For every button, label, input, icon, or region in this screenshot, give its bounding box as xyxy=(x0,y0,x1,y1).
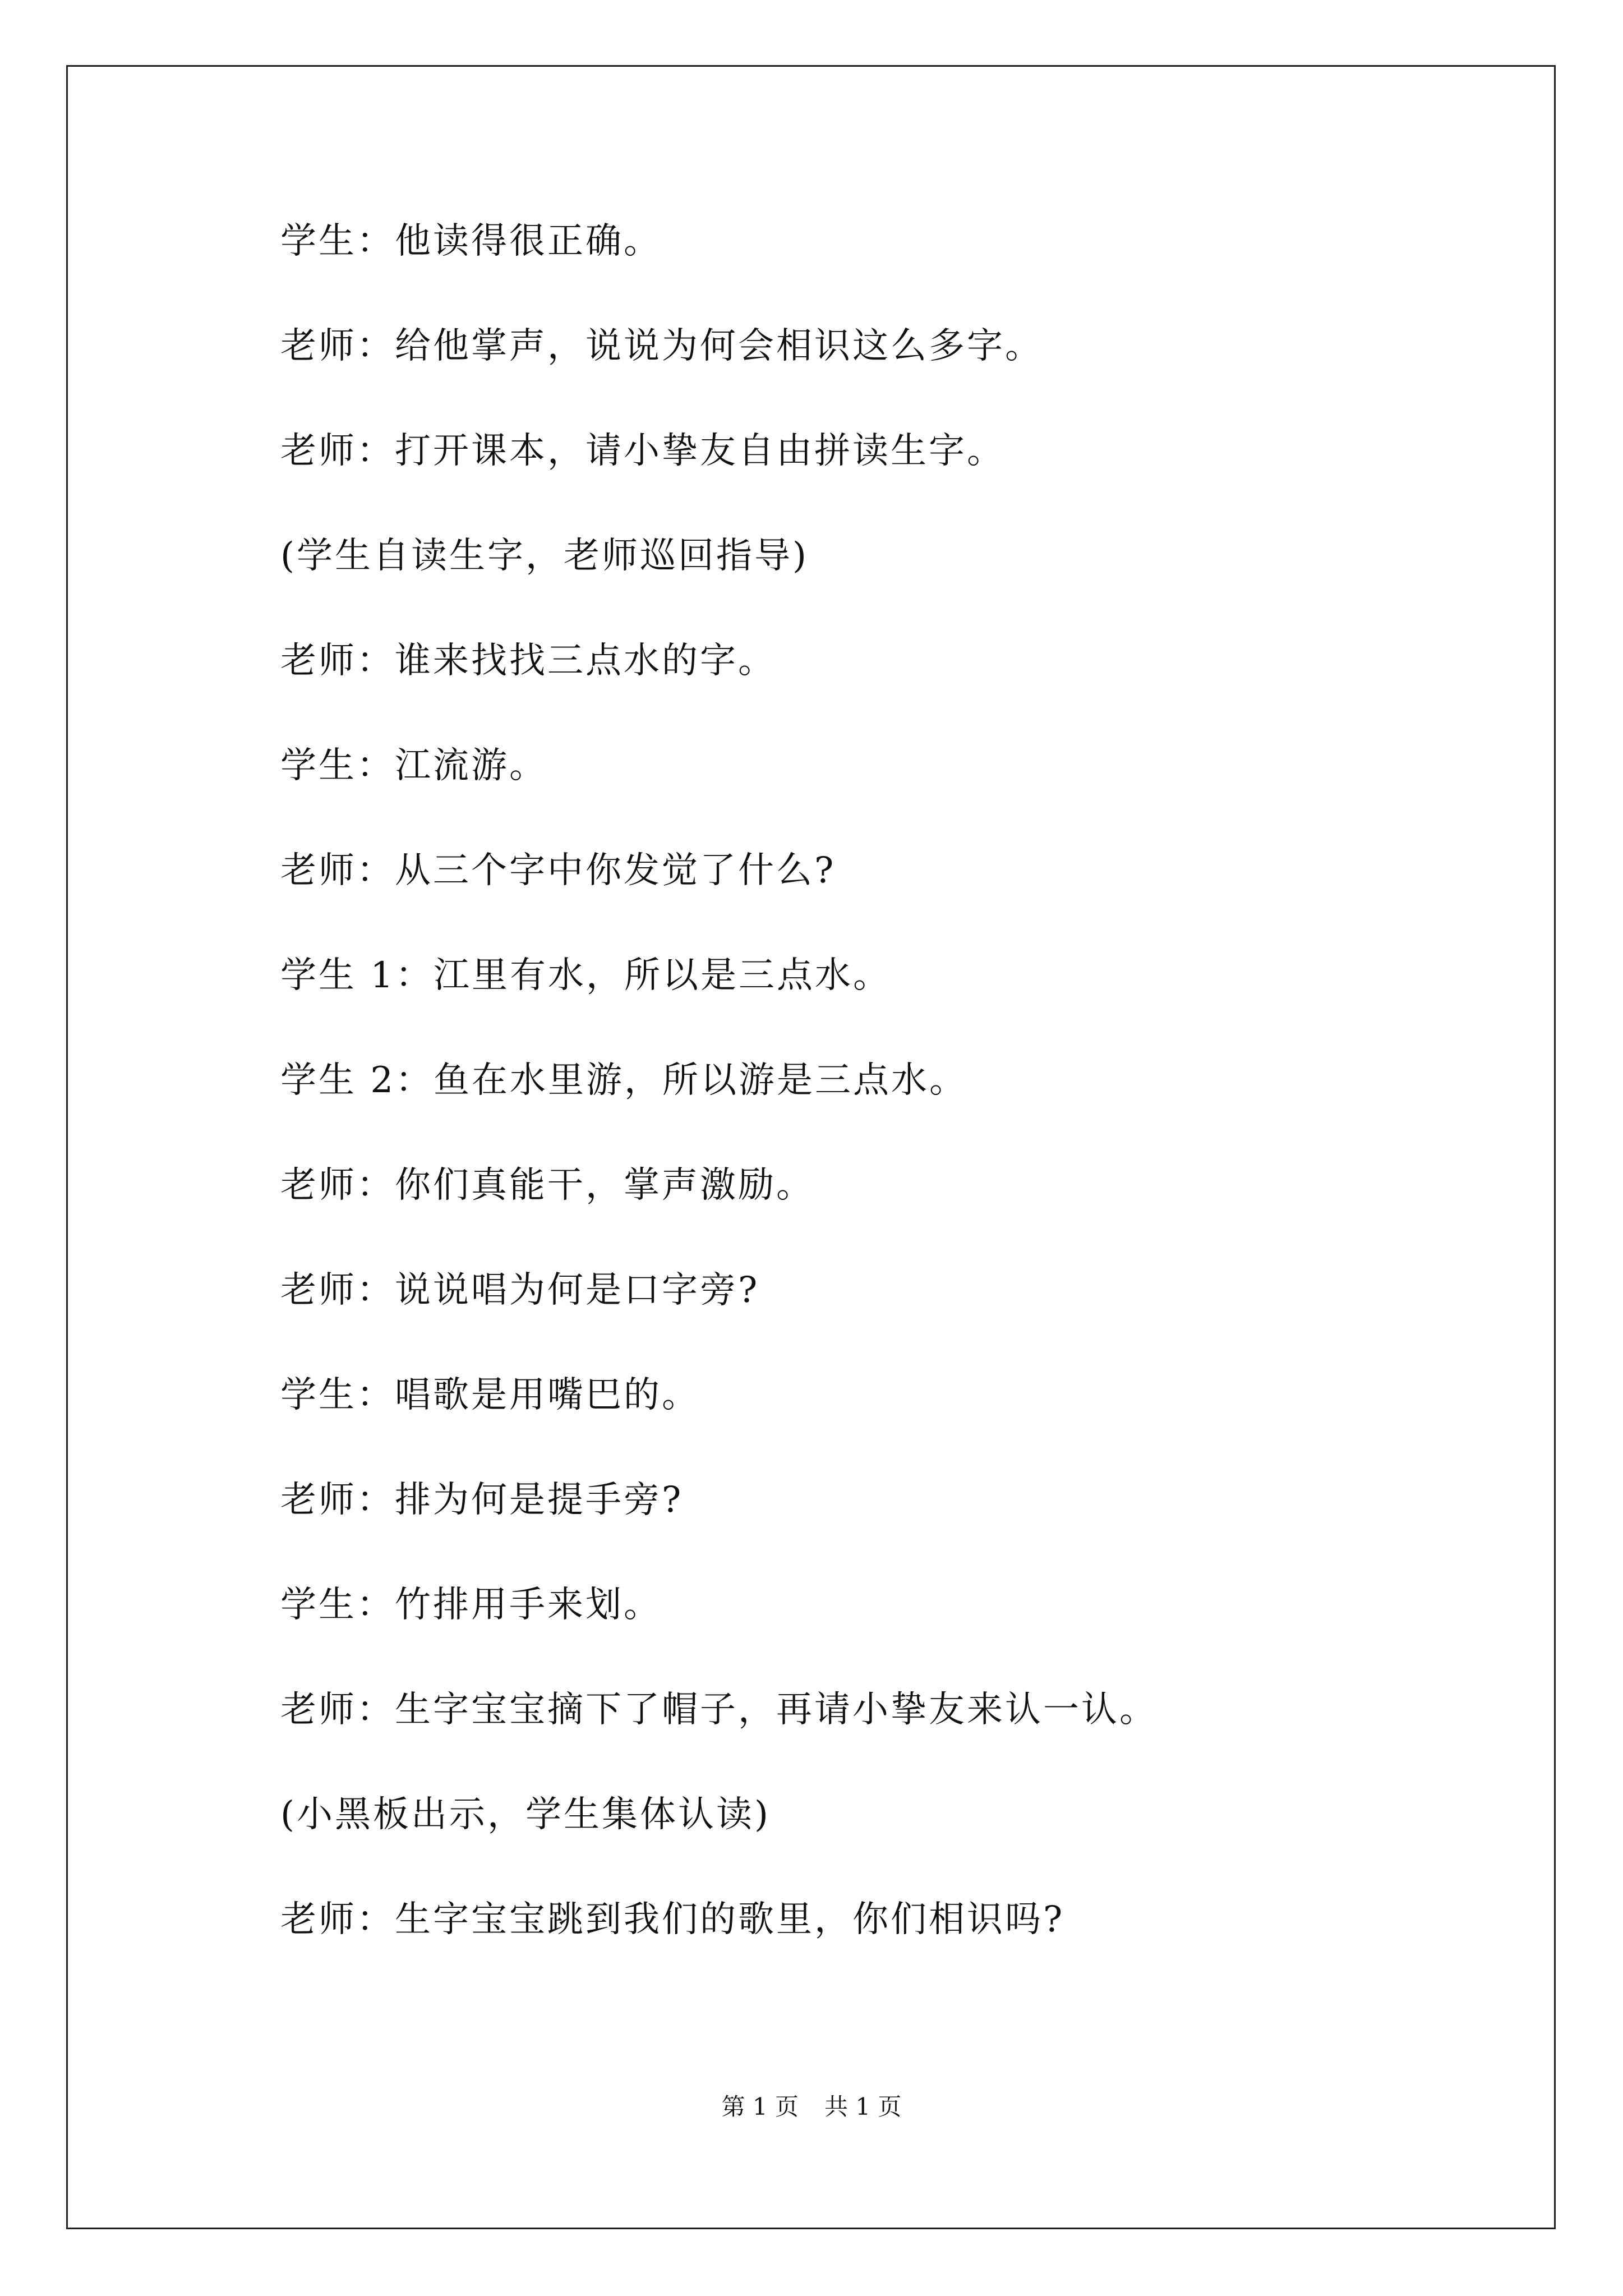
dialogue-line: 老师：说说唱为何是口字旁? xyxy=(280,1269,760,1311)
page-number-total: 共 1 页 xyxy=(824,2093,902,2120)
dialogue-line: 老师：谁来找找三点水的字。 xyxy=(280,640,776,682)
dialogue-line: 学生 1：江里有水，所以是三点水。 xyxy=(280,955,892,996)
page-footer xyxy=(0,2092,1623,2122)
dialogue-line: 学生：江流游。 xyxy=(280,745,547,786)
dialogue-line: (学生自读生字，老师巡回指导) xyxy=(280,535,809,577)
dialogue-line: 学生：竹排用手来划。 xyxy=(280,1584,662,1626)
dialogue-line: 老师：排为何是提手旁? xyxy=(280,1479,684,1521)
dialogue-line: 老师：打开课本，请小挚友自由拼读生字。 xyxy=(280,430,1005,472)
dialogue-line: (小黑板出示，学生集体认读) xyxy=(280,1794,771,1835)
dialogue-line: 学生 2：鱼在水里游，所以游是三点水。 xyxy=(280,1060,968,1101)
dialogue-line: 老师：给他掌声，说说为何会相识这么多字。 xyxy=(280,325,1043,367)
dialogue-line: 老师：生字宝宝摘下了帽子，再请小挚友来认一认。 xyxy=(280,1689,1158,1731)
dialogue-line: 老师：从三个字中你发觉了什么? xyxy=(280,850,836,891)
page-number-current: 第 1 页 xyxy=(721,2093,799,2120)
dialogue-line: 老师：你们真能干，掌声激励。 xyxy=(280,1165,814,1206)
dialogue-line: 学生：他读得很正确。 xyxy=(280,220,662,262)
dialogue-line: 老师：生字宝宝跳到我们的歌里，你们相识吗? xyxy=(280,1899,1065,1940)
dialogue-line: 学生：唱歌是用嘴巴的。 xyxy=(280,1374,700,1416)
document-body xyxy=(280,219,1514,2002)
